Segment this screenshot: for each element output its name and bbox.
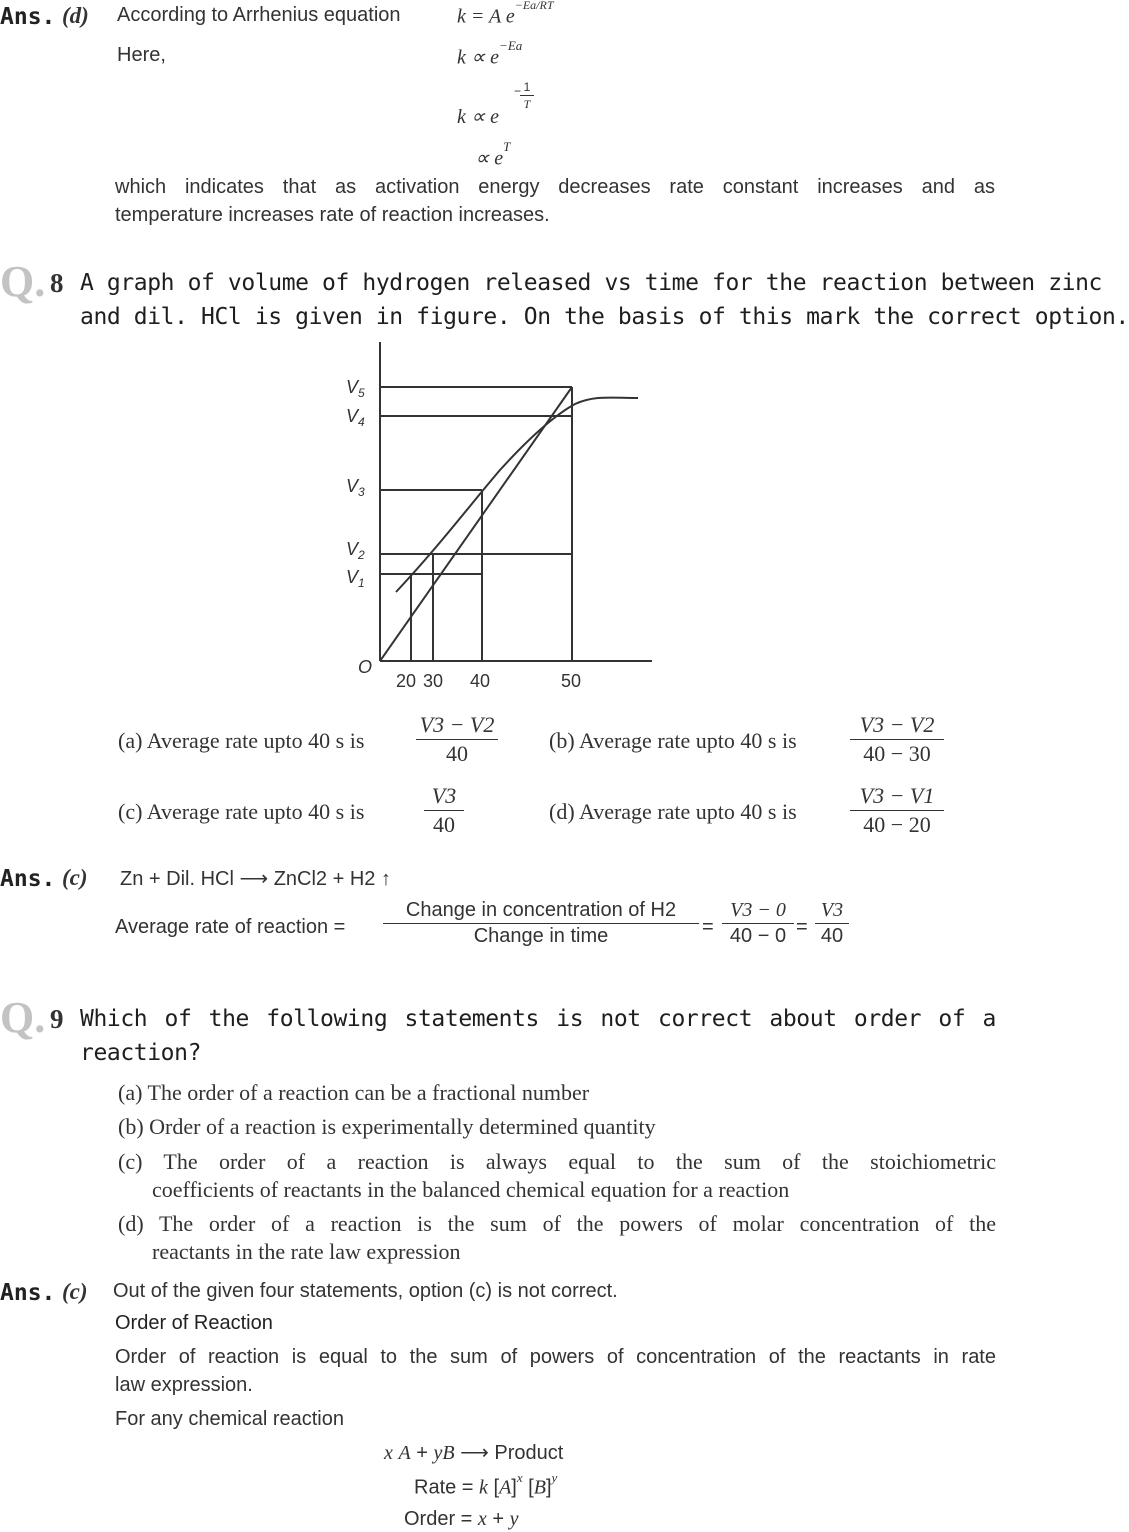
- option-d-fraction: [850, 783, 944, 838]
- option-d-text: (d) Average rate upto 40 s is: [549, 799, 797, 824]
- ans9-intro: Out of the given four statements, option (c) is not correct.: [113, 1280, 618, 1302]
- option-a-denominator: 40: [446, 741, 468, 766]
- x-label-40: 40: [470, 671, 491, 691]
- rate-b: B: [533, 1476, 546, 1499]
- equals-sign-1: =: [702, 916, 714, 938]
- option-d-denominator: 40 − 20: [863, 812, 931, 837]
- proportional-inverse-t: [457, 104, 499, 129]
- option-b-bar: [850, 739, 944, 740]
- order-definition-line2: law expression.: [115, 1374, 253, 1396]
- question-text-line2: reaction?: [80, 1040, 202, 1066]
- avg-rate-frac2-numerator: V3 − 0: [730, 899, 786, 921]
- order-equation: Order = x + y: [404, 1508, 519, 1530]
- x-label-50: 50: [561, 671, 582, 691]
- proportional-ea-exponent: −Ea: [499, 38, 523, 53]
- avg-rate-fraction-3: [815, 899, 849, 948]
- reaction-yb: yB: [433, 1442, 455, 1464]
- proportional-t-exponent: T: [503, 139, 511, 154]
- option-a-numerator: V3 − V2: [419, 712, 495, 737]
- q9-option-c-line2: coefficients of reactants in the balanced chemical equation for a reaction: [152, 1177, 790, 1202]
- ans-option-letter: (d): [62, 3, 89, 28]
- avg-rate-frac3-denominator: 40: [820, 925, 844, 947]
- arrhenius-equation: [457, 0, 554, 29]
- avg-rate-denominator: Change in time: [473, 925, 609, 947]
- avg-rate-bar-3: [815, 923, 849, 924]
- avg-rate-fraction-2: [722, 899, 794, 948]
- proportional-inverse-t-base: k ∝ e: [457, 106, 500, 128]
- avg-rate-frac3-numerator: V3: [820, 899, 844, 921]
- question-text-line2: and dil. HCl is given in figure. On the basis of this mark the correct option.: [80, 304, 1129, 330]
- arrhenius-intro: According to Arrhenius equation: [117, 4, 401, 26]
- proportional-t: [475, 139, 511, 171]
- order-x: x: [477, 1508, 487, 1530]
- ans-option-letter: (c): [62, 1279, 88, 1304]
- question-number: 9: [50, 1004, 64, 1034]
- option-d-bar: [850, 810, 944, 811]
- general-reaction: x A + yB ⟶ Product: [384, 1442, 564, 1464]
- question-number: 8: [50, 268, 64, 298]
- question-marker: Q.: [0, 993, 46, 1042]
- reaction-lhs: x: [384, 1442, 393, 1464]
- q9-option-d-line2: reactants in the rate law expression: [152, 1239, 461, 1264]
- option-c-denominator: 40: [433, 812, 455, 837]
- ans-label: Ans.: [0, 866, 56, 892]
- question-text-line1: A graph of volume of hydrogen released vs time for the reaction between zinc: [80, 270, 1102, 296]
- avg-rate-label: Average rate of reaction =: [115, 916, 346, 938]
- exp-numerator: 1: [523, 80, 531, 94]
- rate-a: A: [499, 1476, 512, 1499]
- origin-label: O: [358, 657, 373, 677]
- option-c-numerator: V3: [431, 783, 457, 808]
- option-b-fraction: [850, 712, 944, 767]
- exp-fraction-bar: [520, 95, 534, 96]
- y-label-v2: $V_2$: [346, 539, 365, 562]
- rate-y: y: [551, 1470, 558, 1485]
- option-a-fraction: [416, 712, 498, 767]
- option-a-text: (a) Average rate upto 40 s is: [118, 728, 365, 753]
- y-label-v1: $V_1$: [346, 567, 365, 590]
- arrhenius-explanation-line1: which indicates that as activation energy decreases rate constant increases and as: [115, 176, 995, 198]
- arrhenius-equation-base: k = A e: [457, 5, 515, 28]
- ans-label: Ans.: [0, 1280, 56, 1306]
- option-b-text: (b) Average rate upto 40 s is: [549, 728, 797, 753]
- x-label-20: 20: [396, 671, 417, 691]
- question-marker: Q.: [0, 257, 46, 306]
- ans-label: Ans.: [0, 4, 56, 30]
- volume-time-graph: [330, 335, 670, 695]
- y-label-v4: $V_4$: [346, 406, 365, 429]
- ans-option-letter: (c): [62, 865, 88, 890]
- arrhenius-equation-exponent: −Ea/RT: [514, 0, 554, 12]
- option-d-numerator: V3 − V1: [859, 783, 935, 808]
- option-c-bar: [424, 810, 464, 811]
- proportional-ea: [457, 38, 523, 70]
- q9-option-c-line1: (c) The order of a reaction is always equal to the sum of the stoichiometric: [118, 1149, 996, 1174]
- zinc-reaction: Zn + Dil. HCl ⟶ ZnCl2 + H2 ↑: [120, 868, 391, 890]
- q9-option-a: (a) The order of a reaction can be a fractional number: [118, 1080, 590, 1105]
- avg-rate-numerator: Change in concentration of H2: [405, 899, 677, 921]
- rate-x: x: [516, 1470, 523, 1485]
- y-label-v3: $V_3$: [346, 476, 365, 499]
- equals-sign-2: =: [796, 916, 808, 938]
- order-heading: Order of Reaction: [115, 1312, 273, 1334]
- reaction-a: A: [398, 1442, 411, 1464]
- for-any-reaction: For any chemical reaction: [115, 1408, 344, 1430]
- avg-rate-fraction-1: [383, 899, 699, 948]
- q9-option-d-line1: (d) The order of a reaction is the sum of the powers of molar concentration of the: [118, 1211, 996, 1236]
- option-b-numerator: V3 − V2: [859, 712, 935, 737]
- q9-option-b: (b) Order of a reaction is experimentally determined quantity: [118, 1114, 656, 1139]
- order-definition-line1: Order of reaction is equal to the sum of powers of concentration of the reactants in rate: [115, 1346, 996, 1368]
- option-c-text: (c) Average rate upto 40 s is: [118, 799, 365, 824]
- proportional-inverse-t-exponent: [520, 80, 534, 112]
- option-a-bar: [416, 739, 498, 740]
- avg-rate-bar-2: [722, 923, 794, 924]
- exp-denominator: T: [523, 97, 531, 111]
- rate-k: k: [479, 1476, 488, 1499]
- arrhenius-explanation-line2: temperature increases rate of reaction increases.: [115, 204, 550, 226]
- here-label: Here,: [117, 44, 166, 66]
- proportional-inverse-t-minus: −: [514, 84, 522, 98]
- question-text-line1: Which of the following statements is not correct about order of a: [80, 1006, 996, 1032]
- y-label-v5: $V_5$: [346, 377, 365, 400]
- option-b-denominator: 40 − 30: [863, 741, 931, 766]
- proportional-t-base: ∝ e: [475, 147, 504, 170]
- avg-rate-frac2-denominator: 40 − 0: [729, 925, 787, 947]
- x-label-30: 30: [423, 671, 444, 691]
- rate-law: Rate = k $[A]^x$ $[B]^y$: [414, 1470, 558, 1499]
- order-y: y: [509, 1508, 519, 1530]
- option-c-fraction: [424, 783, 464, 838]
- proportional-ea-base: k ∝ e: [457, 46, 500, 69]
- avg-rate-bar-1: [383, 923, 699, 924]
